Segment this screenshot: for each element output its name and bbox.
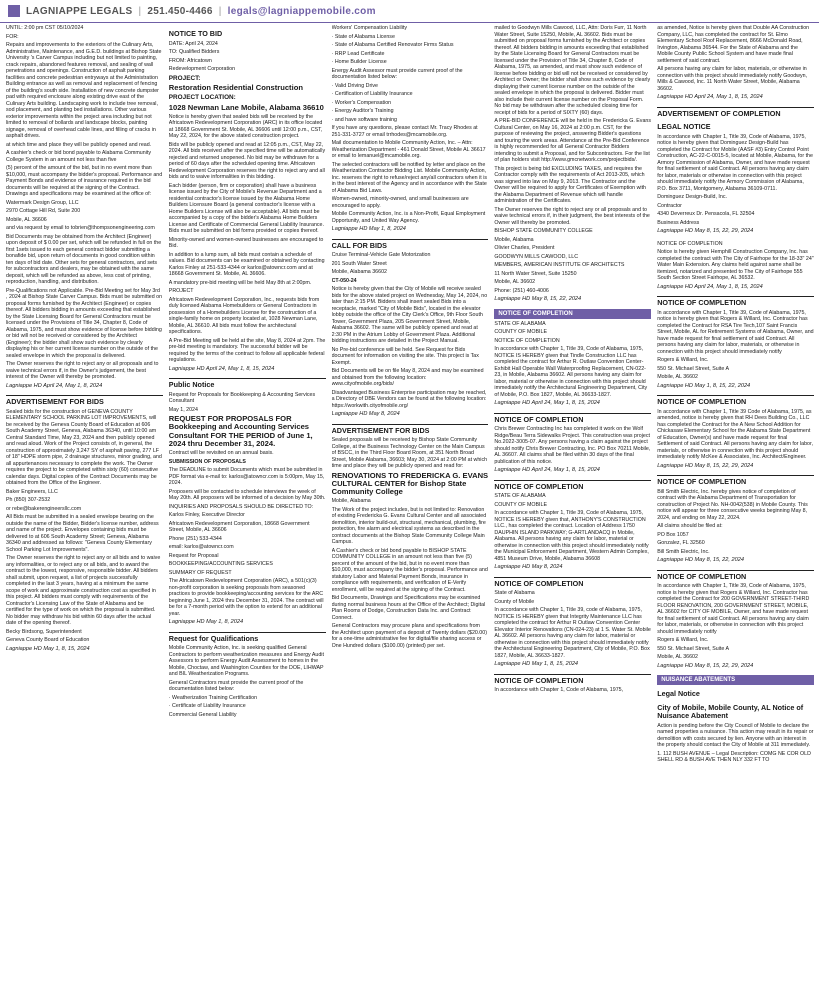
notice-text: (5) percent of the amount of the bid, but in no event more than $10,000, must accompany the bidder's proposal. Performance and Payment Bonds and evidence of insurance required in the bid documents will be required at the signing of the Contract. Drawings and specifications may be examined at the office of: bbox=[6, 165, 163, 197]
publication-dates: Lagniappe HD April 24, May 1, 8, 15, 2024 bbox=[494, 400, 600, 406]
notice-text: email: karlos@atowncr.com bbox=[168, 544, 234, 551]
column-2 bbox=[169, 25, 326, 1005]
publication-dates: Lagniappe HD May 1, 8, 15, 22, 2024 bbox=[657, 382, 751, 389]
publication-dates: Lagniappe HD April 24, May 1, 8, 15, 2024 bbox=[657, 94, 763, 100]
notice-text: Phone: (251) 460-4006 bbox=[494, 287, 549, 294]
notice-text: Contractor bbox=[657, 202, 682, 209]
notice-text: STATE OF ALABAMA bbox=[494, 493, 546, 499]
notice-text: NOTICE OF COMPLETION bbox=[494, 337, 560, 344]
notice-text: All Bids must be submitted in a sealed envelope bearing on the outside the name of the Bidder, Bidder's license number, address and name of the project. Envelopes containing bids must be delivered to at 606 South Academy Street; Geneva, Alabama 36340 and addressed as follows: "Geneva County Elementary School Parking Lot Improvements". bbox=[6, 514, 159, 553]
notice-completion-integrity bbox=[494, 577, 651, 668]
notice-text: Mobile, Alabama bbox=[331, 498, 371, 505]
notice-text: 550 St. Michael Street, Suite A bbox=[657, 645, 730, 652]
notice-project-title: REQUEST FOR PROPOSALS FOR Bookkeeping and Accounting Services Consultant FOR THE PERIOD of June 1, 2024 thru December 31, 2024. bbox=[168, 414, 313, 448]
notice-heading: Request for Qualifications bbox=[169, 632, 326, 644]
notice-text: Action is pending before the City Council of Mobile to declare the named properties a nuisance. This action may result in its repair or demolition with costs secured by lien. Anyone with an interest in the property should contact the City of Mobile at 311 immediately. bbox=[657, 722, 814, 748]
notice-completion-chris-brewer bbox=[494, 413, 651, 474]
notice-text: Minority-owned and women-owned businesses are encouraged to Bid. bbox=[168, 236, 324, 250]
notice-text: STATE OF ALABAMA bbox=[494, 320, 546, 327]
notice-heading: City of Mobile, Mobile County, AL Notice of Nuisance Abatement bbox=[657, 702, 804, 720]
publication-dates: Lagniappe HD May 1, 8, 15, 2024 bbox=[6, 645, 90, 652]
notice-project-location: 1028 Newman Lane Mobile, Alabama 36610 bbox=[168, 102, 324, 112]
publication-dates: Lagniappe HD May 8, 2024 bbox=[494, 564, 563, 570]
notice-text: Dominguez Design-Build, Inc. bbox=[657, 194, 727, 200]
notice-text: Mobile, AL 36602 bbox=[657, 374, 698, 380]
notice-text: In accordance with Chapter 1, Title 39, Code of Alabama, 1975, notice is hereby given that Rogers & Willard, Inc. Contractor has completed the Contract for 200 GOVERNMENT STREET-THIRD FLOOR RENOVATION, 200 GOVERNMENT STREET, MOBILE, AL 36602 for CITY OF MOBILE, Owner, and have made request for final settlement of said Contract. All persons having any claim for labor, materials, or otherwise in connection with this project should immediately notify bbox=[657, 583, 810, 635]
notice-text: BOOKKEEPING/ACCOUNTING SERVICES bbox=[168, 561, 273, 568]
notice-heading: ADVERTISEMENT FOR BIDS bbox=[332, 424, 489, 436]
notice-text: General Contractors may procure plans and specifications from the Architect upon payment of a deposit of Twenty dollars ($20.00) for a one-time administrative fee for digital/file sharing access or One Hundred dollars ($100.00) (printed) per set. bbox=[331, 623, 487, 649]
notice-text: Mobile Community Action, Inc. is seeking qualified General Contractors to perform weatherization measures and Energy Audit Assessors to perform Energy Audit Assessment to homes in the Mobile, Choctaw, and Washington Counties for the DOE, LIHWAP and BIL Weatherization Programs. bbox=[168, 645, 324, 678]
notice-heading: Public Notice bbox=[169, 378, 326, 390]
column-5 bbox=[657, 25, 814, 1005]
notice-text: PO Box 1057 bbox=[657, 531, 689, 538]
notice-text: A cashier's check or bid bond payable to Alabama Community College System in an amount not less than five bbox=[6, 150, 151, 163]
notice-text: BISHOP STATE COMMUNITY COLLEGE bbox=[494, 228, 593, 234]
notice-text: Disadvantaged Business Enterprise participation may be reached, a Directory of DBE Vendors can be found at the following location: https://workwith.cityofmobile.org/ bbox=[331, 389, 487, 409]
notice-text: and via request by email to tobrien@thompsonengineering.com bbox=[6, 225, 155, 231]
notice-text: Mobile, AL 36602 bbox=[494, 279, 536, 285]
notice-text: Pre-Qualifications not Applicable. Pre-Bid Meeting set for May 3rd , 2024 at Bishop State Carver Campus. Bids must be submitted on proposal forms furnished by the Architect (Engineer) or copies thereof. All bidders bidding in amounts exceeding that established by the State Licensing Board for General Contractors must be licensed under the Provisions of Title 34, Chapter 8, Code of Alabama, 1975, and must show evidence of license before bidding or bid will not be received or considered by the Architect (Engineer); the bidder shall show such evidence by clearly displaying his or her current license number on the outside of the sealed envelope in which the proposal is delivered. bbox=[6, 287, 163, 359]
notice-text: UNTIL: 2:00 pm CST 05/10/2024 bbox=[6, 25, 84, 31]
notice-rfq-mca bbox=[169, 632, 326, 719]
notice-text: Bid Documents will be on file May 8, 2024 and may be examined and obtained from the following location: www.cityofmobile.org/bids/ bbox=[331, 368, 484, 387]
publication-dates: Lagniappe HD April 24, May 1, 8, 15, 2024 bbox=[494, 467, 600, 473]
notice-text: Women-owned, minority-owned, and small businesses are encouraged to apply. bbox=[331, 196, 469, 209]
notice-text: Mobile Community Action, Inc. is a Non-Profit, Equal Employment Opportunity, and United Way Agency. bbox=[331, 211, 486, 224]
notice-heading: NOTICE OF COMPLETION bbox=[657, 475, 814, 487]
notice-text: A mandatory pre-bid meeting will be held May 8th at 2:00pm. bbox=[168, 279, 312, 286]
notice-text: Cruise Terminal-Vehicle Gate Motorization bbox=[331, 252, 431, 258]
notice-completion-anthonys bbox=[494, 480, 651, 571]
notice-text: 4340 Deverreux Dr. Pensacola, FL 32504 bbox=[657, 211, 755, 217]
notice-text: In accordance with Chapter 1, Title 39, code of Alabama, 1975, NOTICE IS HEREBY given that Integrity Maintenance LLC has completed the contract for Arthur R Outlaw Convention Center Elevator Interior Renovations (CN-024-23) at 1 S. Water St. Mobile AL 36602. All persons having any claim for labor, material or otherwise in connection with this project should immediately notify the Architectural Engineering Department, City of Mobile, P.O. Box 1827, Mobile, AL 36633-1827. bbox=[494, 607, 651, 659]
notice-project-number: CT-050-24 bbox=[331, 277, 357, 284]
notice-completion-rh-dees bbox=[657, 395, 814, 469]
notice-subheading: PROJECT: bbox=[168, 74, 201, 82]
notice-rfq-mca-continued bbox=[332, 25, 489, 233]
notice-text: 550 St. Michael Street, Suite A bbox=[657, 365, 730, 372]
notice-text: GOODWYN MILLS CAWOOD, LLC bbox=[494, 253, 579, 260]
notice-text: Sealed bids for the construction of GENEVA COUNTY ELEMENTARY SCHOOL PARKING LOT IMPROVEMENTS, will be received by the Geneva County Board of Education at 606 South Academy Street, Geneva, Alabama 36340, until 10:00 am Central Standard Time, May 23, 2024 and then publicly opened and read aloud. Work of the Project consists of, in general, the construction of approximately 3,247 SY of asphalt paving, 277 LF of 18" HDPE storm pipe, 2 drainage structures, minor grading, and all appurtenances necessary to complete the work. The Owner requires the project to be completed within sixty (60) consecutive calendar days. Digital copies of the Contract Documents may be obtained from the Office of the Engineer. bbox=[6, 408, 162, 486]
notice-heading: NOTICE OF COMPLETION bbox=[494, 674, 651, 686]
notice-text: Mobile, AL 36602 bbox=[657, 654, 698, 660]
notice-bishop-state-carver bbox=[6, 25, 163, 389]
notice-text: The DEADLINE to submit Documents which must be submitted in PDF format via e-mail to: karlos@atowncr.com is 5:00pm, May 15, 2024. bbox=[168, 467, 325, 487]
notice-text: TO: Qualified Bidders bbox=[168, 49, 220, 55]
notice-heading: Legal Notice bbox=[657, 689, 700, 698]
notice-text: In addition to a lump sum, all bids must contain a schedule of values. Bid documents can be examined or obtained by contacting Karlos Finley at 251-533-4344 or karlos@atowncr.com and at 18668 Government St. Mobile, AL 36606. bbox=[168, 251, 325, 278]
publication-dates: Lagniappe HD May 8, 15, 22, 29, 2024 bbox=[657, 662, 754, 669]
notice-text: at which time and place they will be publicly opened and read. bbox=[6, 141, 152, 148]
notice-text: Ph (850) 307-2532 bbox=[6, 497, 51, 503]
notice-text: · Certificate of Liability Insurance bbox=[168, 703, 246, 710]
notice-completion-dominguez bbox=[657, 107, 814, 235]
notice-completion-double-aa-continued bbox=[657, 25, 814, 101]
publication-dates: Lagniappe HD May 8, 15, 22, 2024 bbox=[494, 296, 582, 302]
notice-geneva-county bbox=[6, 395, 163, 652]
masthead-separator: | bbox=[138, 5, 142, 17]
notice-completion-bill-smith bbox=[657, 475, 814, 564]
notice-text: · Valid Driving Drive bbox=[331, 82, 379, 89]
notice-text: Repairs and improvements to the exteriors of the Culinary Arts, Administrative, Maintenance, and G.E.D. buildings at Bishop State University 's Carver Campus including but not limited to painting, crack repairs, abandoned features removal, and sealing of wall penetrations and openings. Construction of asphalt parking facilities and concrete pedestrian entryways at the Administration Building entrance as well as removal and replacement of fencing of the building's south side. Installation of new concrete dumpster pad with required enclosure along existing drive east of the Culinary Arts building. Landscaping work to include tree removal, sod placement, and planting bed installations. Other various exterior improvements within the project area including but not limited to removal of bollards and landscape blocks, painting signage, removal of overhead cable lines, and filling of cracks in asphalt drives. bbox=[6, 42, 162, 139]
notice-completion-rsa-tire bbox=[657, 296, 814, 389]
publication-dates: Lagniappe HD April 24, May 1, 8, 15, 2024 bbox=[168, 365, 275, 372]
publication-dates: Lagniappe HD May 1, 8, 15, 2024 bbox=[494, 661, 579, 667]
notice-text: MEMBERS, AMERICAN INSTITUTE OF ARCHITECTS bbox=[494, 262, 625, 268]
notice-text: · State of Alabama Certified Renovator Firms Status bbox=[331, 42, 454, 48]
section-marker-icon bbox=[8, 5, 20, 17]
notice-text: · Weatherization Training Certification bbox=[168, 694, 258, 701]
notice-to-bid-africatown bbox=[169, 28, 326, 372]
notice-text: In accordance with Chapter 1, Title 39, Code of Alabama, 1975, notice is hereby given that Rogers & Willard, Inc. Contractor has completed the Contract for RSA Tire Tech,107 Saint Francis Street, Mobile, AL for Retirement Systems of Alabama, Owner, and have made request for final settlement of said Contract. All persons having any claim for labor, materials, or otherwise in connection with this project should immediately notify bbox=[657, 309, 814, 355]
notice-text: Notice is hereby given that sealed bids will be received by the Africatown Redevelopment Corporation (ARC) in its office located at 18668 Government St. Mobile, AL 36606 until 12:00 p.m., CST, May 22, 2024, for the above stated construction project. bbox=[168, 113, 323, 140]
publication-dates: Lagniappe HD May 1, 8, 2024 bbox=[331, 226, 406, 232]
notice-text: All claims should be filed at: bbox=[657, 523, 723, 529]
publication-dates: Lagniappe HD April 24, May 1, 8, 15, 2024 bbox=[657, 283, 763, 290]
notice-call-for-bids bbox=[332, 239, 489, 418]
notice-text: or rebe@bakerengineersllc.com bbox=[6, 505, 82, 512]
notice-text: A Pre-Bid Meeting will be held at the site, May 8, 2024 at 2pm. The pre-bid meeting is mandatory. The successful bidder will be required by the terms of the contract to follow all applicable federal regulations. bbox=[168, 337, 326, 364]
publication-dates: Lagniappe HD May 8, 15, 22, 2024 bbox=[657, 557, 744, 563]
notice-text: Bid Documents, Drawings and Specifications may be examined during normal business hours at the Office of the Architect; Digital Plan Rooms of Dodge, Construction Data Inc. and Contract Connect. bbox=[331, 595, 486, 621]
notice-completion-200-government bbox=[657, 570, 814, 670]
notice-text: · Certification of Liability Insurance bbox=[331, 91, 413, 97]
masthead bbox=[0, 0, 819, 22]
section-band-notice-of-completion: NOTICE OF COMPLETION bbox=[494, 309, 651, 319]
publication-dates: Lagniappe HD May 8, 15, 22, 29, 2024 bbox=[657, 228, 754, 234]
notice-text: Bill Smith Electric, Inc. bbox=[657, 548, 710, 555]
notice-text: COUNTY OF MOBILE bbox=[494, 329, 547, 335]
section-band-nuisance-abatements: NUISANCE ABATEMENTS bbox=[657, 675, 814, 685]
notice-text: as amended, Notice is hereby given that Double AA Construction Company, LLC, has completed the contract for St. Elmo Elementary School Roof Replacement, 8666 McDonald Road, Irvington, Alabama 36544. For the State of Alabama and the Mobile County Public School System and have made final settlement of said contract. bbox=[657, 25, 810, 64]
masthead-phone: 251.450-4466 bbox=[147, 5, 213, 17]
notice-text: Gonzalez, FL 32560 bbox=[657, 540, 705, 546]
notice-text: State of Alabama bbox=[494, 590, 535, 596]
notice-text: May 1, 2024 bbox=[168, 406, 198, 413]
notice-text: SUMMARY OF REQUEST bbox=[168, 569, 232, 576]
notice-heading: NOTICE OF COMPLETION bbox=[657, 570, 814, 582]
notice-text: If you have any questions, please contact Mr. Tracy Rhodes at 251-331-3727 or email trrhodes@mcamobile.org. bbox=[331, 125, 478, 138]
notice-text: Karlos Finley, Executive Director bbox=[168, 512, 245, 519]
masthead-rule bbox=[0, 22, 819, 23]
notice-text: Watermark Design Group, LLC bbox=[6, 199, 79, 206]
notice-heading: NOTICE TO BID bbox=[168, 29, 223, 38]
notice-text: Workers' Compensation Liability bbox=[331, 25, 407, 31]
section-title: LAGNIAPPE LEGALS bbox=[26, 5, 133, 17]
notice-heading: NOTICE OF COMPLETION bbox=[494, 577, 651, 589]
column-4 bbox=[494, 25, 651, 1005]
notice-fredericka-evans-continued bbox=[494, 25, 651, 303]
notice-text: Notice is hereby given Hemphill Construction Company, Inc. has completed the contract with The City of Fairhope for the 18-33" 24" Water Main Extension. Any claims held against same shall be itemized, notarized and presented to The City of Fairhope 555 South Section Street Fairhope, AL 36532. bbox=[657, 249, 814, 281]
notice-text: Becky Birdsong, Superintendent bbox=[6, 628, 82, 635]
notice-text: A PRE-BID CONFERENCE will be held in the Fredericka G. Evans Cultural Center, on May 16, 2024 at 2:00 p.m. CST, for the purpose of reviewing the project, answering Bidder's questions and touring the work areas. Attendance at the Pre-Bid Conference is highly recommended for all General Contractor Bidders intending to submit a Proposal, and for Subcontractors. For the list of plan holders visit http://www.gmcnetwork.com/projectbids/. bbox=[494, 118, 651, 163]
notice-text: Each bidder (person, firm or corporation) shall have a business license issued by the City of Mobile's Revenue Department and a residential contractor's license issued by the Alabama Home Builders Licensure Board (a general contractor's license with a Home Builders License will also be acceptable). All bids must be accompanied by a copy of the bidder's Alabama Home Builders License and Certificate of Commercial General Liability Insurance. Bids must be submitted on bid forms provided or copies thereof. bbox=[168, 182, 324, 235]
column-3 bbox=[332, 25, 489, 1005]
publication-dates: Lagniappe HD May 8, 2024 bbox=[331, 411, 400, 417]
notice-subheading: PROJECT bbox=[168, 288, 194, 295]
notice-text: All persons having any claim for labor, materials, or otherwise in connection with this project should immediately notify Goodwyn, Mills & Cawood, Inc. 11 North Water Street, Mobile, Alabama 36602. bbox=[657, 66, 808, 92]
notice-heading: NOTICE OF COMPLETION bbox=[494, 413, 651, 425]
notice-text: Redevelopment Corporation bbox=[168, 66, 236, 72]
notice-text: Mail documentation to Mobile Community Action, Inc. – Attn: Weatherization Department - 461 Donald Street, Mobile AL 36617 or email to lemanuel@mcamobile.org. bbox=[331, 140, 486, 159]
notice-text: The Owner reserves the right to reject any or all proposals and to waive technical errors if, in the Owner's judgement, the best interest of the Owner will thereby be promoted. bbox=[6, 361, 159, 380]
masthead-email[interactable]: legals@lagniappemobile.com bbox=[227, 5, 376, 17]
notice-text: Olivier Charles, President bbox=[494, 245, 555, 251]
notice-text: In accordance with Chapter 1, Title 39, Code of Alabama, 1975, NOTICE IS HEREBY given that, ANTHONY'S CONSTRUCTION LLC., has completed the contract. Location of Address 1750 DAUPHIN ISLAND PARKWAY; G-ARTLANDACQ in Mobile, Alabama. All persons having any claim for labor, material or otherwise in connection with this project should immediately notify the Municipal Enforcement Department, Western Admin Complex, 4851 Museum Drive, Mobile, Alabama 36608 bbox=[494, 510, 649, 562]
notice-text: Business Address bbox=[657, 219, 700, 226]
notice-completion-hemphill bbox=[657, 241, 814, 291]
notice-text: Chris Brewer Contracting Inc has completed it work on the Wolf Ridge/Beau Terra Sidewalks Project. This construction was project No.2022-3005-07. Any persons having a claim against the project should notify Chris Brewer Contracting, Inc. PO Box 70211 Mobile, AL 36607. All claims shall be filed within 30 days of the final publication of this notice. bbox=[494, 426, 651, 465]
notice-text: Mobile, AL 36606 bbox=[6, 216, 47, 223]
notice-text: The Work of the project includes, but is not limited to: Renovation of existing Fredericka G. Evans Cultural Center and all associated demolition, interior build-out, structural, mechanical, plumbing, fire protection, fire alarm and electrical systems as described in the contract documents at the Bishop State Community College Main Campus. bbox=[331, 506, 487, 546]
notice-text: The Owner reserves the right to reject any or all proposals and to waive technical errors if, in their judgment, the best interests of the Owner will thereby be promoted. bbox=[494, 206, 650, 226]
notice-project-title: Restoration Residential Construction bbox=[168, 82, 303, 92]
notice-text: Rogers & Willard, Inc. bbox=[657, 637, 709, 643]
notice-text: In accordance with Chapter 1, Title 39 Code of Alabama, 1975, as amended, notice is hereby given that RH Dees Building Co., LLC has completed the Contract for the A New School Addition for Chickasaw Elementary School for the Alabama State Department of Education, Owner(s) and have made request for final Settlement of said Contract. All persons having any claim for labor, materials, or otherwise in connection with this project should immediately notify McKee & Associates, Inc. Architect/Engineer. bbox=[657, 408, 813, 460]
notice-text: Bids will be publicly opened and read at 12:05 p.m., CST, May 22, 2024. All bids received after the specified time will be automatically rejected and returned unopened. No bid may be withdrawn for a period of 60 days after the scheduled opening time. Africatown Redevelopment Corporation reserves the right to reject any and all bids and to waive informalities in this bidding. bbox=[168, 141, 326, 181]
notice-text: Mobile, Alabama 36602 bbox=[331, 269, 387, 275]
notice-text: Bill Smith Electric, Inc. hereby gives notice of completion of contract with the Alabama Department of Transportation for construction of Project No. NH-0042(538) in Mobile County. This notice will appear for three consecutive weeks beginning May 8, 2024, and ending on May 22, 2024. bbox=[657, 488, 808, 521]
notice-text: · Worker's Compensation bbox=[331, 99, 392, 106]
notice-text: NOTICE OF COMPLETION bbox=[657, 240, 723, 247]
notice-text: FROM: Africatown bbox=[168, 57, 212, 64]
notice-text: No Pre-bid conference will be held. See Request for Bids document for information on visiting the site. This project is Tax Exempt. bbox=[331, 346, 479, 366]
notice-heading: NOTICE OF COMPLETION bbox=[657, 395, 814, 407]
notice-text: 2970 Cottage Hill Rd, Suite 200 bbox=[6, 208, 81, 214]
notice-text: A Cashier's check or bid bond payable to BISHOP STATE COMMUNITY COLLEGE in an amount not less than five (5) percent of the amount of the bid, but in no event more than $10,000, must accompany the bidder's proposal. Performance and statutory Labor and Material Payment Bonds, insurance in compliance with requirements, and verification of E-Verify enrollment, will be required at the signing of the Contract. bbox=[331, 547, 488, 593]
legal-columns bbox=[6, 25, 814, 1005]
notice-text: Sealed proposals will be received by Bishop State Community College, at the Business Technology Center on the Main Campus of BSCC, in the Third Floor Board Room, at 351 North Broad Street, Mobile Alabama, 36603; May 30, 2024 at 2:00 PM at which time and place they will be publicly opened and read for: bbox=[331, 437, 488, 469]
notice-text: Proposers will be contacted to schedule interviews the week of May 20th. All proposers will be informed of a decision by May 30th. bbox=[168, 488, 326, 502]
notice-text: · RRP Lead Certificate bbox=[331, 50, 385, 57]
notice-text: Request for Proposals for Bookkeeping & Accounting Services Consultant bbox=[168, 391, 316, 405]
notice-text: INQUIRIES AND PROPOSALS SHOULD BE DIRECTED TO: bbox=[168, 503, 314, 510]
notice-text: Baker Engineers, LLC bbox=[6, 488, 58, 495]
notice-completion-tindle bbox=[494, 321, 651, 407]
notice-heading: CALL FOR BIDS bbox=[332, 239, 489, 251]
notice-text: Request for Proposal bbox=[168, 552, 219, 559]
notice-nuisance-abatement bbox=[657, 688, 814, 764]
notice-text: mailed to Goodwyn Mills Cawood, LLC, Attn: Doris Furr, 11 North Water Street, Suite 15250, Mobile, AL 36602. Bids must be submitted on proposal forms furnished by the Architect or copies thereof. All bidders bidding in amounts exceeding that established by the State Licensing Board for General Contractors must be licensed under the Provision of Title 34, Chapter 8, Code of Alabama, 1975, as amended, and must show such evidence of license before bidding or bid will not be received or considered by Architect or Owner; the bidder shall show such evidence by clearly displaying their current license number on the outside of the sealed envelope in which the proposal is delivered. Bidder must also include their current license number on the Proposal Form. No bid may be withdrawn after the scheduled closing time for receipt of bids for a period of SIXTY (60) days. bbox=[494, 25, 651, 116]
notice-text: Phone (251) 533-4344 bbox=[168, 535, 222, 542]
notice-text: Rogers & Willard, Inc. bbox=[657, 357, 709, 363]
notice-text: The selected contractors will be notified by letter and place on the Weatherization Contractor Bidding List. Mobile Community Action, Inc. reserves the right to refuse/reject any/all contractors when it is in the best interest of the Agency and in accordance with the State of Alabama Bid Laws. bbox=[331, 161, 488, 194]
notice-text: · and have software training bbox=[331, 116, 397, 123]
notice-text: This project is being bid EXCLUDING TAXES, and requires the Contractor comply with the requirements of Act 2013-205, which was signed into law on May 9, 2013. The Contractor and the Owner will be required to apply for Certificates of Exemption with the Alabama Department of Revenue which will handle administration of the Certificates. bbox=[494, 165, 647, 204]
notice-heading: LEGAL NOTICE bbox=[657, 122, 711, 131]
notice-text: The Owner reserves the right to reject any or all bids and to waive any informalities, or to reject any or all bids, and to award the contract to the lowest, responsive, responsible bidder. All bidders shall submit, upon request, a list of projects successfully completed in the last 3 years, having at a minimum the same scope of work and approximate construction cost as specified in this project. All bidders must comply with requirements of the Contractor's Licensing Law of the State of Alabama and be certified for the type of work on which the proposal is submitted. No bidder may withdraw his bid within 60 days after the actual date of the opening thereof. bbox=[6, 555, 161, 626]
notice-text: Mobile, Alabama bbox=[494, 236, 534, 243]
publication-dates: Lagniappe HD April 24, May 1, 8, 2024 bbox=[6, 382, 103, 389]
notice-text: 201 South Water Street bbox=[331, 260, 387, 267]
notice-text: Energy Audit Assessor must provide current proof of the documentation listed below: bbox=[331, 67, 463, 80]
notice-text: Africatown Redevelopment Corporation, Inc., requests bids from duly licensed Alabama Homebuilders or General Contractors in possession of a Homebuilders License for the construction of a single-family home on property located at, 1028 Newman Lane, Mobile, AL 36610. All bids must follow the architectural specifications. bbox=[168, 296, 320, 336]
masthead-separator: | bbox=[218, 5, 222, 17]
notice-text: COUNTY OF MOBILE bbox=[494, 501, 547, 508]
notice-heading: NOTICE OF COMPLETION bbox=[494, 480, 651, 492]
notice-text: DATE: April 24, 2024 bbox=[168, 40, 218, 47]
notice-text: In accordance with Chapter 1, Title 39, Code of Alabama, 1975, NOTICE IS HEREBY given that Tindle Construction LLC has completed the contract for Arthur R. Outlaw Convention Center- Exhibit Hall Operable Wall Waterproofing Replacement, CN-022-23, in Mobile, Alabama 36602. All persons having any claim for labor, material or otherwise in connection with this project should immediately notify the Architectural Engineering Department, City of Mobile, P.O. Box 1827, Mobile, AL 36633-1827. bbox=[494, 346, 648, 398]
notice-public-rfp bbox=[169, 378, 326, 625]
notice-text: Contract will be revisited on an annual basis. bbox=[168, 450, 274, 457]
publication-dates: Lagniappe HD May 1, 8, 2024 bbox=[168, 619, 244, 626]
notice-text: Notice is hereby given that the City of Mobile will receive sealed bids for the above stated project on Wednesday, May 14, 2024, no later than 2:15 PM. Bidders shall insert sealed Bids into a receptacle, marked "City of Mobile Bids", located in the elevator lobby outside the office of the City Clerk's Office, 9th Floor South Tower, Government Plaza, 205 Government Street, Mobile, Alabama 36602. The same will be publicly opened and read at 2:30 PM in the Atrium Lobby of Government Plaza. Additional bidding instructions are detailed in the Project Manual. bbox=[331, 286, 488, 344]
notice-text: Bid Documents may be obtained from the Architect (Engineer) upon deposit of $ 0.00 per set, which will be refunded in full on the first 1sets issued to each general contract bidder submitting a bonafide bid, upon return of documents in good condition within ten days of bid date. Other sets for general contractors, and sets for subcontractors and dealers, may be obtained with the same deposit, which will be refunded as above, less cost of printing, reproduction, handling, and distribution. bbox=[6, 233, 162, 285]
notice-text: County of Mobile bbox=[494, 598, 535, 605]
notice-text: Africatown Redevelopment Corporation, 18668 Government Street, Mobile, AL 36606 bbox=[168, 520, 310, 534]
column-1 bbox=[6, 25, 163, 1005]
notice-text: 1. 112 BUSH AVENUE – Legal Description: COMG NE COR OLD SHELL RD & BUSH AVE THEN NLY 332 FT TO bbox=[657, 750, 811, 763]
notice-completion-double-aa bbox=[494, 674, 651, 694]
notice-text: In accordance with Chapter 1, Code of Alabama, 1975, bbox=[494, 687, 624, 693]
notice-text: General Contractors must provide the current proof of the documentation listed below: bbox=[168, 679, 304, 693]
notice-heading: ADVERTISEMENT FOR BIDS bbox=[6, 395, 163, 407]
notice-text: · State of Alabama License bbox=[331, 33, 395, 40]
notice-subheading: PROJECT LOCATION: bbox=[168, 94, 236, 102]
notice-text: Geneva County Board of Education bbox=[6, 637, 90, 643]
notice-text: Commercial General Liability bbox=[168, 711, 237, 718]
notice-text: FOR: bbox=[6, 33, 19, 40]
notice-text: · Energy Auditor's Training bbox=[331, 108, 394, 114]
notice-text: · Home Builder License bbox=[331, 59, 387, 65]
publication-dates: Lagniappe HD May 8, 15, 22, 29, 2024 bbox=[657, 462, 754, 469]
notice-text: 11 North Water Street, Suite 15250 bbox=[494, 270, 577, 277]
notice-subheading: SUBMISSION OF PROPOSALS bbox=[168, 458, 246, 465]
notice-heading: NOTICE OF COMPLETION bbox=[657, 296, 814, 308]
notice-text: The Africatown Redevelopment Corporation (ARC), a 501(c)(3) non-profit corporation is seeking proposals from seasoned practices to provide bookkeeping/accounting services for the ARC beginning June 1, 2024 thru December 31, 2024. The contract will be for a 7-month period with the option to extend for an additional year. bbox=[168, 578, 324, 617]
notice-text: In accordance with Chapter 1, Title 39, Code of Alabama, 1975, notice is hereby given that Dominguez Design-Build has completed the Contract for Mobile (AASF #3) Entry Control Point Construction, AC-22-C-0015-5, located at Mobile, Alabama, for the Armory Commission of Alabama, Owner, and have made request for final settlement of said Contract. All persons having any claim for labor, materials or otherwise in connection with this project should immediately notify the Armory Commission of Alabama, P.O. Box 3711, Montgomery, Alabama 36109-0711. bbox=[657, 133, 813, 192]
notice-project-title: RENOVATIONS TO FREDERICKA G. EVANS CULTURAL CENTER for Bishop State Community College bbox=[331, 470, 489, 496]
notice-fredericka-evans bbox=[332, 424, 489, 650]
notice-heading: ADVERTISEMENT OF COMPLETION bbox=[657, 107, 814, 119]
